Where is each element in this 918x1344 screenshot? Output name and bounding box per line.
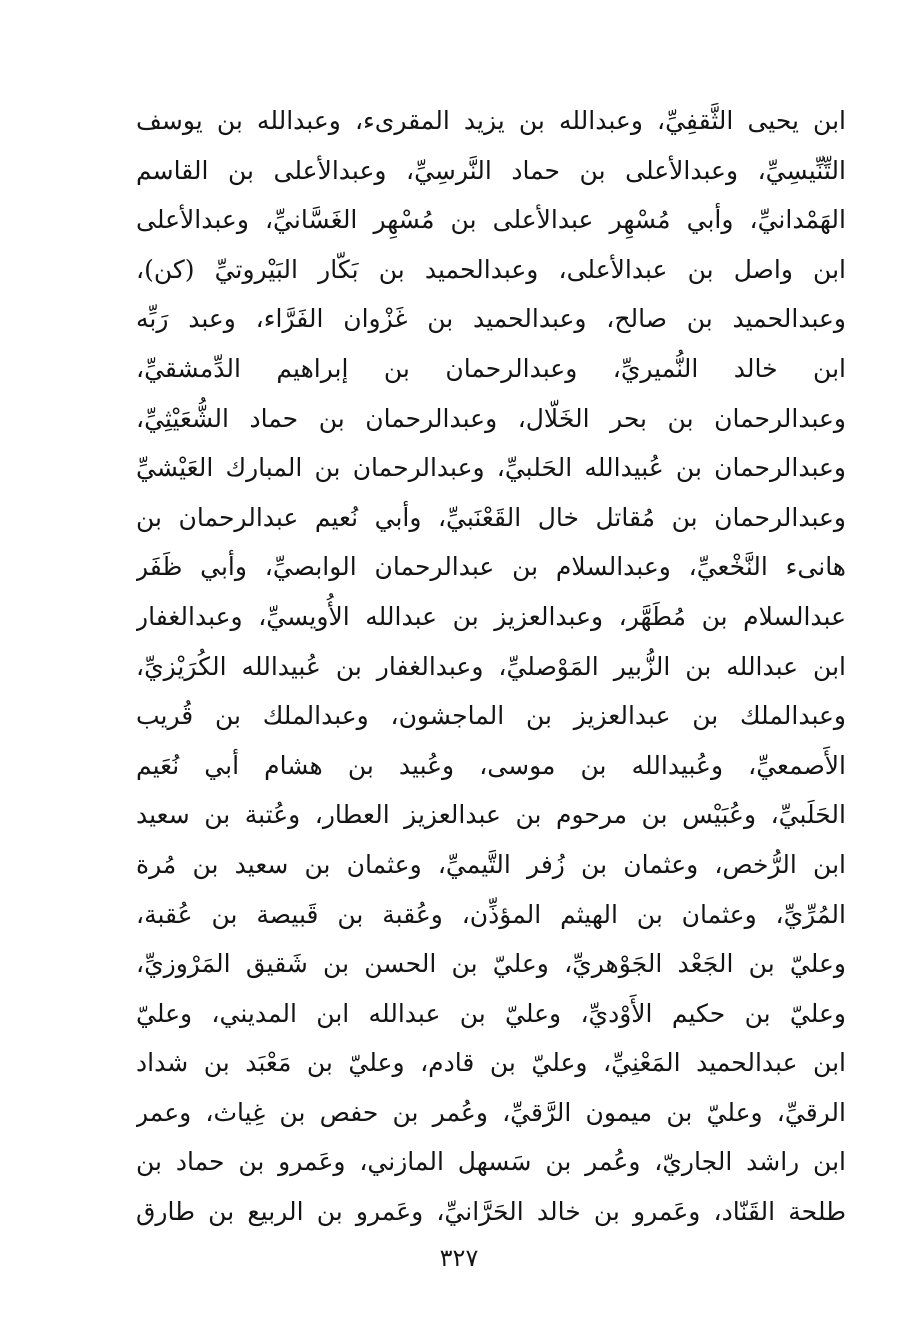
text-line: عبدالسلام بن مُطَهَّر، وعبدالعزيز بن عبدالله الأُويسيِّ، وعبدالغفار bbox=[136, 601, 846, 631]
text-line: ابن يحيى الثَّقفِيِّ، وعبدالله بن يزيد المقرىء، وعبدالله بن يوسف bbox=[136, 106, 846, 135]
body-text bbox=[136, 96, 846, 1237]
text-line: ابن خالد النُّميريِّ، وعبدالرحمان بن إبراهيم الدِّمشقيِّ، bbox=[136, 353, 846, 383]
text-line: الحَلَبيِّ، وعُبَيْس بن مرحوم بن عبدالعزيز العطار، وعُتبة بن سعيد bbox=[136, 800, 846, 830]
text-line: وعبدالرحمان بن مُقاتل خال القَعْنَبيِّ، وأبي نُعيم عبدالرحمان بن bbox=[136, 502, 846, 532]
text-line: طلحة القَنّاد، وعَمرو بن خالد الحَرَّانيِّ، وعَمرو بن الربيع بن طارق bbox=[136, 1197, 846, 1227]
text-line: وعليّ بن الجَعْد الجَوْهريِّ، وعليّ بن الحسن بن شَقيق المَرْوزيِّ، bbox=[136, 949, 846, 979]
text-line: هانىء النَّخْعيِّ، وعبدالسلام بن عبدالرحمان الوابصيِّ، وأبي ظَفَر bbox=[136, 552, 846, 582]
text-line: ابن عبدالحميد المَعْنِيِّ، وعليّ بن قادم، وعليّ بن مَعْبَد بن شداد bbox=[136, 1048, 846, 1078]
text-line: التِّنِّيسِيِّ، وعبدالأعلى بن حماد النَّرسِيِّ، وعبدالأعلى بن القاسم bbox=[136, 155, 846, 185]
text-line: ابن راشد الجاريّ، وعُمر بن سَسهل المازني، وعَمرو بن حماد بن bbox=[136, 1147, 846, 1177]
text-line: الرقيِّ، وعليّ بن ميمون الرَّقيِّ، وعُمر بن حفص بن غِياث، وعمر bbox=[136, 1097, 846, 1127]
text-line: وعبدالحميد بن صالح، وعبدالحميد بن غَزْوان الفَرَّاء، وعبد رَبِّه bbox=[136, 304, 846, 334]
text-line: الهَمْدانيِّ، وأبي مُسْهِر عبدالأعلى بن مُسْهِر الغَسَّانيِّ، وعبدالأعلى bbox=[136, 205, 846, 235]
text-line: المُرِّيِّ، وعثمان بن الهيثم المؤذِّن، وعُقبة بن قَبيصة بن عُقبة، bbox=[136, 899, 846, 929]
text-line: وعبدالرحمان بن عُبيدالله الحَلبيِّ، وعبدالرحمان بن المبارك العَيْشيِّ bbox=[136, 453, 846, 483]
text-line: وعبدالرحمان بن بحر الخَلّال، وعبدالرحمان بن حماد الشُّعَيْثِيِّ، bbox=[136, 403, 846, 433]
text-line: وعليّ بن حكيم الأَوْديِّ، وعليّ بن عبدالله ابن المديني، وعليّ bbox=[136, 998, 846, 1028]
text-line: ابن واصل بن عبدالأعلى، وعبدالحميد بن بَكّار البَيْروتيِّ (كن)، bbox=[136, 254, 846, 284]
page-number: ٣٢٧ bbox=[439, 1244, 479, 1272]
text-line: الأَصمعيِّ، وعُبيدالله بن موسى، وعُبيد بن هشام أبي نُعَيم bbox=[136, 750, 846, 780]
text-line: ابن عبدالله بن الزُّبير المَوْصليِّ، وعبدالغفار بن عُبيدالله الكُرَيْزيِّ، bbox=[136, 651, 846, 681]
text-line: وعبدالملك بن عبدالعزيز بن الماجشون، وعبدالملك بن قُريب bbox=[136, 701, 846, 731]
text-line: ابن الرُّخص، وعثمان بن زُفر التَّيميِّ، وعثمان بن سعيد بن مُرة bbox=[136, 849, 846, 879]
